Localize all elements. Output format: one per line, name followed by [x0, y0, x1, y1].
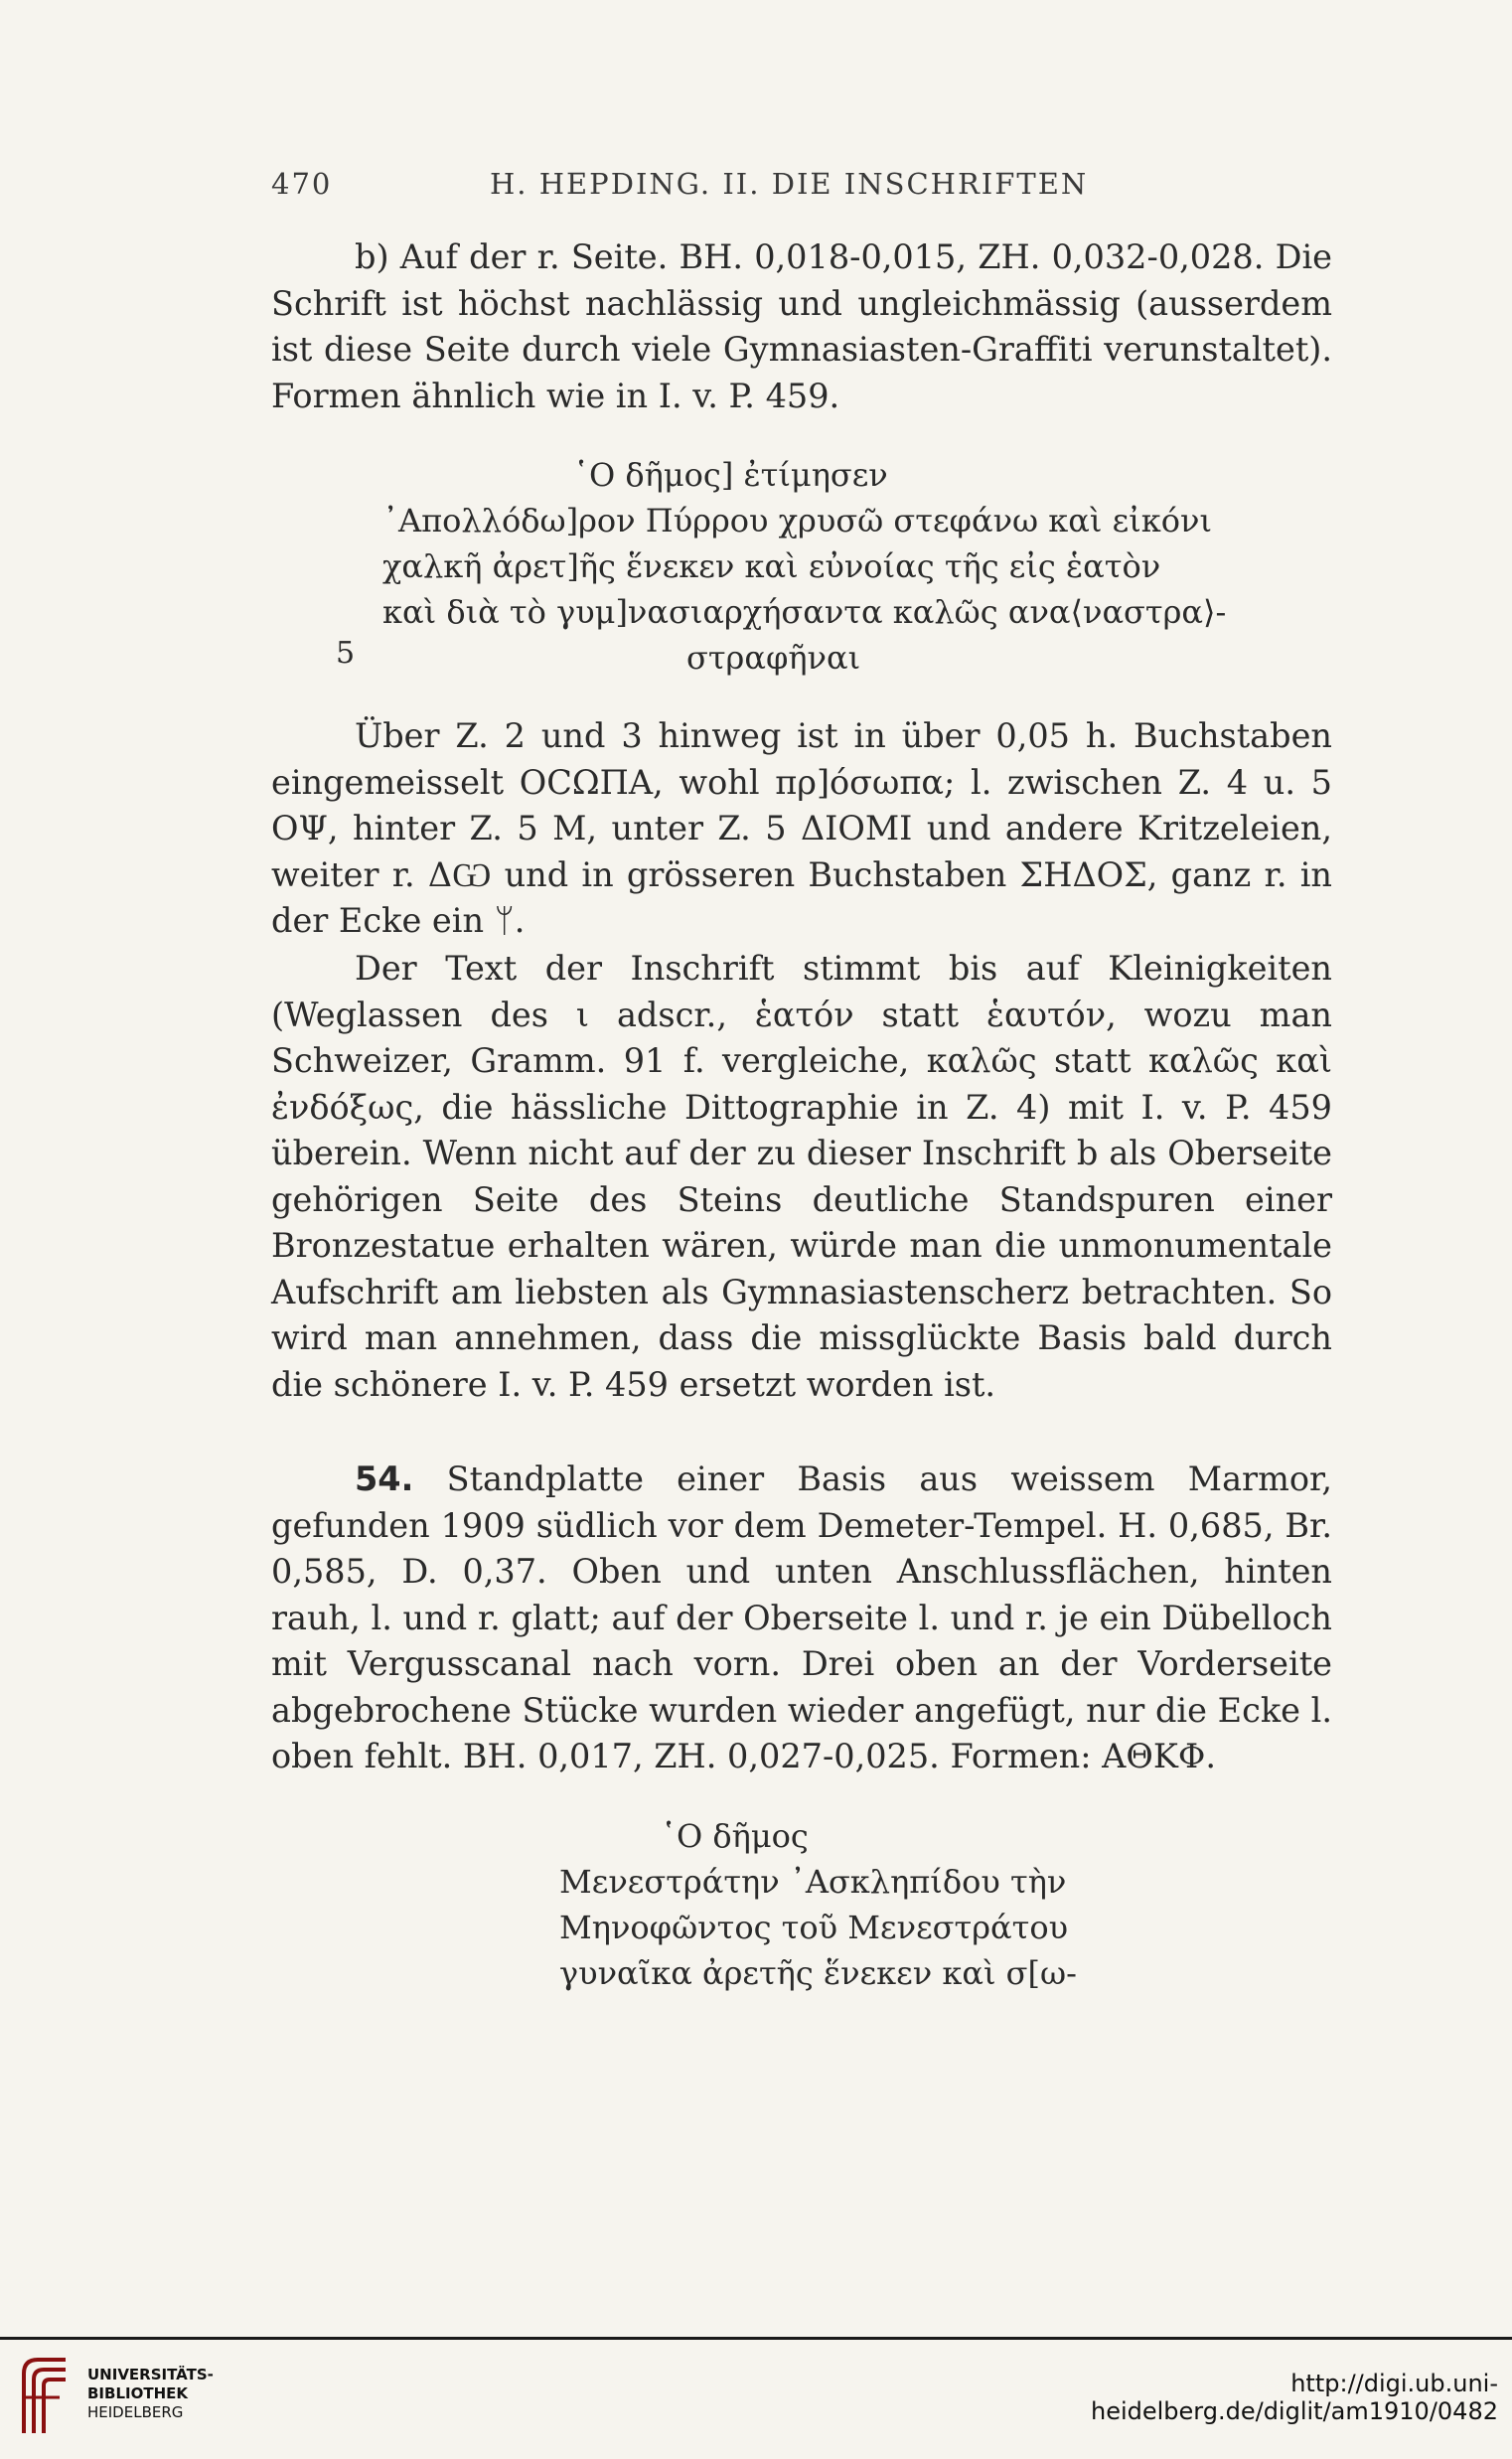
running-title: H. HEPDING. II. DIE INSCHRIFTEN [490, 167, 1089, 201]
paragraph-uber-text: Über Z. 2 und 3 hinweg ist in über 0,05 h. Buchstaben eingemeisselt ΟCΩΠΑ, wohl πρ]όσωπα; l. zwischen Z. 4 u. 5 ΟΨ, hinter Z. 5 Μ, unter Z. 5 ΔΙΟΜΙ und andere Kritzeleien, weiter r. ΔѠ und in grösseren Buchstaben ΣΗΔΟΣ, ganz r. in der Ecke ein ᛘ. [271, 716, 1332, 940]
inscription-1-line: στραφῆναι [686, 639, 861, 677]
inscription-2-line: γυναῖκα ἀρετῆς ἕνεκεν καὶ σ[ω- [559, 1954, 1077, 1992]
library-name-line: HEIDELBERG [87, 2403, 184, 2421]
source-url-link[interactable]: http://digi.ub.uni-heidelberg.de/diglit/am1910/0482 [1090, 2370, 1498, 2425]
inscription-2-line: Μηνοφῶντος τοῦ Μενεστράτου [559, 1909, 1069, 1946]
library-name-line: BIBLIOTHEK [87, 2384, 188, 2402]
inscription-1-line: χαλκῆ ἀρετ]ῆς ἕνεκεν καὶ εὐνοίας τῆς εἰς ἑατὸν [382, 547, 1161, 585]
paragraph-text-body: Der Text der Inschrift stimmt bis auf Kleinigkeiten (Weglassen des ι adscr., ἑατόν statt ἑαυτόν, wozu man Schweizer, Gramm. 91 f. vergleiche, καλῶς statt καλῶς καὶ ἐνδόξως, die hässliche Dittographie in Z. 4) mit I. v. P. 459 überein. Wenn nicht auf der zu dieser Inschrift b als Oberseite gehörigen Seite des Steins deutliche Standspuren einer Bronzestatue erhalten wären, würde man die unmonumentale Aufschrift am liebsten als Gymnasiastenscherz betrachten. So wird man annehmen, dass die missglückte Basis bald durch die schönere I. v. P. 459 ersetzt worden ist. [271, 949, 1332, 1404]
line-number: 5 [336, 636, 356, 671]
library-name-line: UNIVERSITÄTS- [87, 2366, 214, 2383]
inscription-1-line: ῾Ο δῆμος] ἐτίμησεν [573, 456, 888, 494]
paragraph-b [271, 234, 1332, 419]
paragraph-text [271, 946, 1332, 1408]
inscription-2-line: Μενεστράτην ᾿Ασκληπίδου τὴν [559, 1863, 1067, 1901]
paragraph-uber [271, 713, 1332, 945]
entry-54-paragraph [271, 1457, 1332, 1780]
entry-54 [271, 1457, 1332, 1780]
entry-54-number: 54. [355, 1460, 414, 1498]
inscription-1-line: καὶ διὰ τὸ γυμ]νασιαρχήσαντα καλῶς ανα⟨ναστρα⟩- [382, 593, 1227, 631]
library-footer [0, 2337, 1512, 2459]
inscription-1 [271, 452, 1332, 681]
page-number: 470 [271, 167, 333, 201]
university-library-logo [16, 2354, 76, 2437]
library-name [87, 2366, 214, 2422]
inscription-1-line: ᾿Απολλόδω]ρον Πύρρου χρυσῶ στεφάνω καὶ εἰκόνι [382, 502, 1212, 539]
paragraph-b-text: b) Auf der r. Seite. BH. 0,018-0,015, ZH. 0,032-0,028. Die Schrift ist höchst nachlässig und ungleichmässig (ausserdem ist diese Seite durch viele Gymnasiasten-Graffiti verunstaltet). Formen ähnlich wie in I. v. P. 459. [271, 237, 1332, 415]
inscription-2-line: ῾Ο δῆμος [661, 1817, 809, 1855]
inscription-2 [271, 1813, 1332, 1996]
entry-54-text: Standplatte einer Basis aus weissem Marmor, gefunden 1909 südlich vor dem Demeter-Tempel. H. 0,685, Br. 0,585, D. 0,37. Oben und unten Anschlussflächen, hinten rauh, l. und r. glatt; auf der Oberseite l. und r. je ein Dübelloch mit Vergusscanal nach vorn. Drei oben an der Vorderseite abgebrochene Stücke wurden wieder angefügt, nur die Ecke l. oben fehlt. BH. 0,017, ZH. 0,027-0,025. Formen: ΑΘΚΦ. [271, 1460, 1332, 1775]
